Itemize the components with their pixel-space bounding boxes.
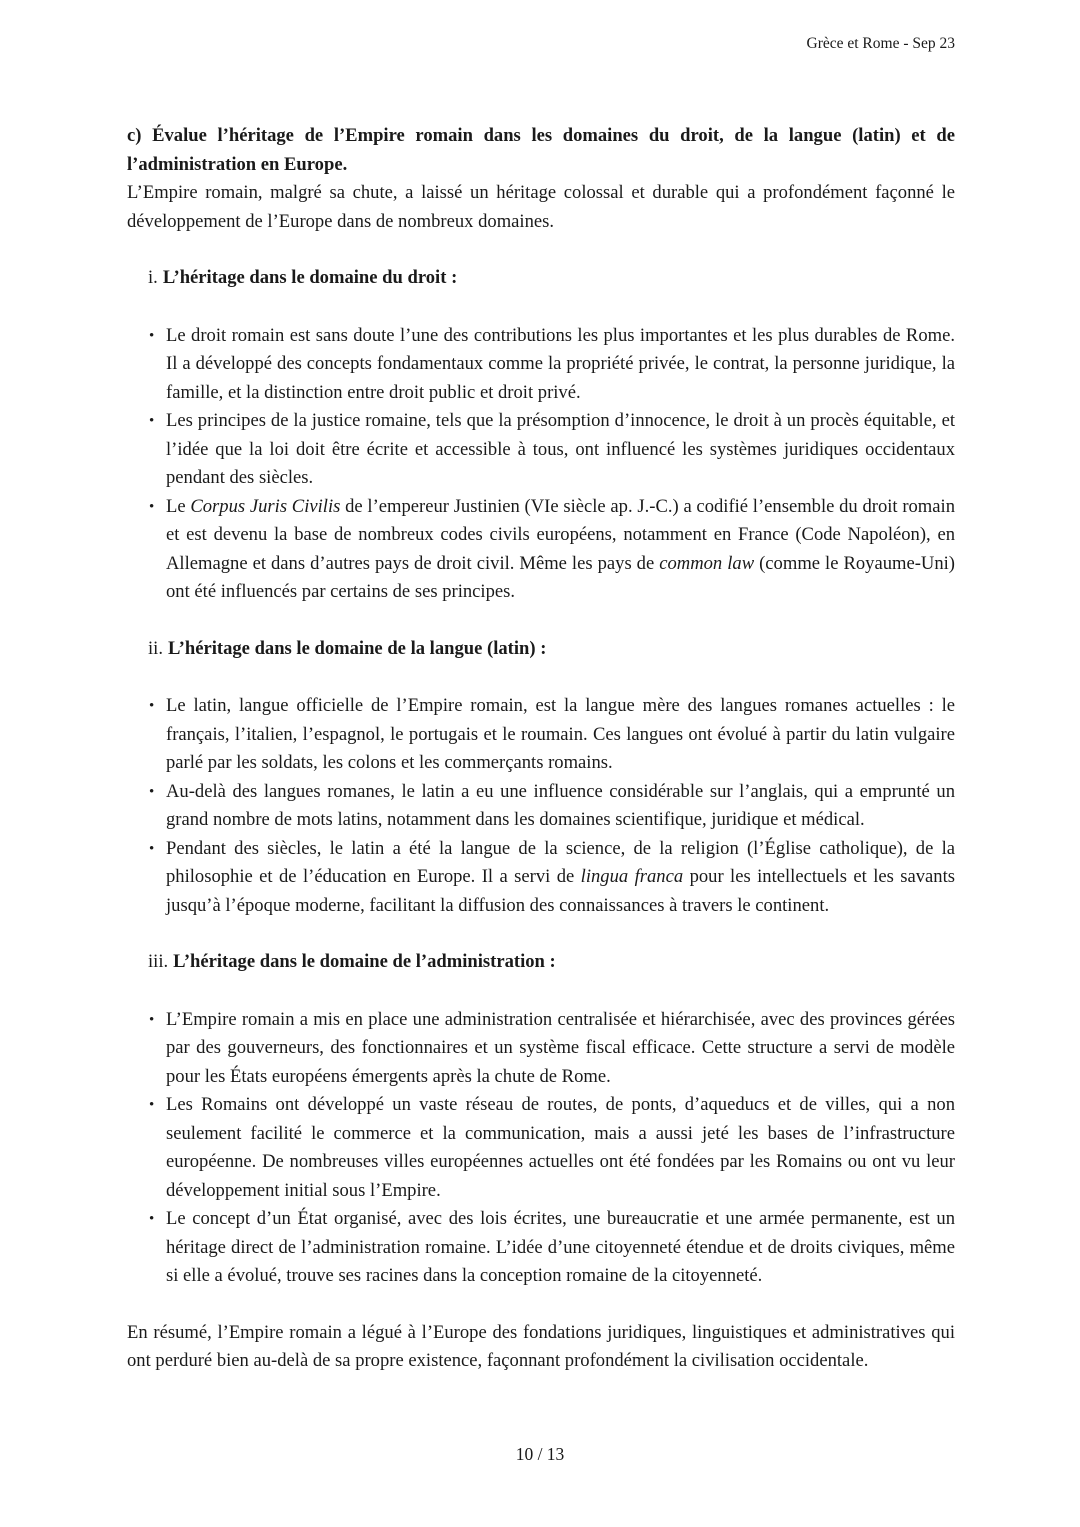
text-segment: Le droit romain est sans doute l’une des contributions les plus importantes et les plus durables de Rome. Il a développé des concepts fondamentaux comme la propriété privée, le contrat, la personne juridique, la famille, et la distinction entre droit public et droit privé. <box>166 324 955 403</box>
section-heading-text: L’héritage dans le domaine du droit : <box>162 267 458 288</box>
italic-text: lingua franca <box>580 866 684 887</box>
section-heading <box>148 635 955 664</box>
list-item <box>127 692 955 778</box>
section-numeral: i. <box>148 267 158 288</box>
text-segment: (comme le Royaume-Uni) ont été influencés par certains de ses principes. <box>166 552 955 602</box>
bullet-icon: • <box>149 1011 155 1028</box>
list-item <box>127 835 955 921</box>
page-header <box>127 34 955 54</box>
intro-paragraph: L’Empire romain, malgré sa chute, a laissé un héritage colossal et durable qui a profondément façonné le développement de l’Europe dans de nombreux domaines. <box>127 182 955 232</box>
list-item <box>127 493 955 607</box>
section-numeral: ii. <box>148 637 163 659</box>
text-segment: Le latin, langue officielle de l’Empire romain, est la langue mère des langues romanes actuelles : le français, l’italien, l’espagnol, le portugais et le roumain. Ces langues ont évolué à partir du latin vulgaire parlé par les soldats, les colons et les commerçants romains. <box>166 695 955 773</box>
list-item <box>127 1091 955 1205</box>
text-segment: Pendant des siècles, le latin a été la langue de la science, de la religion (l’Église catholique), de la philosophie et de l’éducation en Europe. Il a servi de <box>166 837 955 887</box>
bullet-icon: • <box>149 498 155 515</box>
bullet-icon: • <box>149 698 155 714</box>
bullet-icon: • <box>149 327 155 344</box>
text-segment: Le <box>166 495 191 517</box>
list-item <box>127 778 955 835</box>
bullet-icon: • <box>149 413 155 429</box>
section-heading-text: L’héritage dans le domaine de l’administration : <box>173 951 556 972</box>
text-segment: Au-delà des langues romanes, le latin a eu une influence considérable sur l’anglais, qui a emprunté un grand nombre de mots latins, notamment dans les domaines scientifique, juridique et médical. <box>166 780 955 830</box>
sections-container <box>127 264 955 1291</box>
bullet-icon: • <box>149 1097 155 1113</box>
list-item <box>127 407 955 493</box>
header-title: Grèce et Rome - Sep 23 <box>806 35 955 52</box>
section-numeral: iii. <box>148 951 169 972</box>
question-title: c) Évalue l’héritage de l’Empire romain dans les domaines du droit, de la langue (latin) et de l’administration en Europe. <box>127 125 955 175</box>
section-heading-text: L’héritage dans le domaine de la langue (latin) : <box>167 637 547 659</box>
text-segment: L’Empire romain a mis en place une administration centralisée et hiérarchisée, avec des provinces gérées par des gouverneurs, des fonctionnaires et un système fiscal efficace. Cette structure a servi de modèle pour les États européens émergents après la chute de Rome. <box>166 1008 955 1087</box>
page-number: 10 / 13 <box>515 1444 565 1464</box>
italic-text: common law <box>659 552 755 574</box>
section-heading <box>148 264 955 293</box>
bullet-icon: • <box>149 1211 155 1227</box>
bullet-list <box>127 692 955 920</box>
section <box>127 264 955 607</box>
text-segment: de l’empereur Justinien (VIe siècle ap. J.-C.) a codifié l’ensemble du droit romain et est devenu la base de nombreux codes civils européens, notamment en France (Code Napoléon), en Allemagne et dans d’autres pays de droit civil. Même les pays de <box>166 495 955 574</box>
list-item <box>127 1006 955 1092</box>
section <box>127 635 955 921</box>
section <box>127 948 955 1291</box>
section-heading <box>148 948 955 977</box>
text-segment: Les Romains ont développé un vaste réseau de routes, de ponts, d’aqueducs et de villes, qui a non seulement facilité le commerce et la communication, mais a aussi jeté les bases de l’infrastructure européenne. De nombreuses villes européennes actuelles ont été fondées par les Romains ou ont vu leur développement initial sous l’Empire. <box>166 1094 955 1201</box>
list-item <box>127 322 955 408</box>
bullet-icon: • <box>149 840 155 857</box>
conclusion-paragraph: En résumé, l’Empire romain a légué à l’Europe des fondations juridiques, linguistiques et administratives qui ont perduré bien au-delà de sa propre existence, façonnant profondément la civilisation occidentale. <box>127 1321 955 1371</box>
bullet-icon: • <box>149 783 155 800</box>
list-item <box>127 1205 955 1291</box>
text-segment: Le concept d’un État organisé, avec des lois écrites, une bureaucratie et une armée permanente, est un héritage direct de l’administration romaine. L’idée d’une citoyenneté étendue et de droits civiques, même si elle a évolué, trouve ses racines dans la conception romaine de la citoyenneté. <box>166 1208 955 1286</box>
italic-text: Corpus Juris Civilis <box>190 495 341 517</box>
bullet-list <box>127 1006 955 1291</box>
bullet-list <box>127 322 955 607</box>
text-segment: Les principes de la justice romaine, tels que la présomption d’innocence, le droit à un procès équitable, et l’idée que la loi doit être écrite et accessible à tous, ont influencé les systèmes juridiques occidentaux pendant des siècles. <box>166 410 955 488</box>
page-footer <box>0 1444 1080 1465</box>
text-segment: pour les intellectuels et les savants jusqu’à l’époque moderne, facilitant la diffusion des connaissances à travers le continent. <box>166 866 955 916</box>
